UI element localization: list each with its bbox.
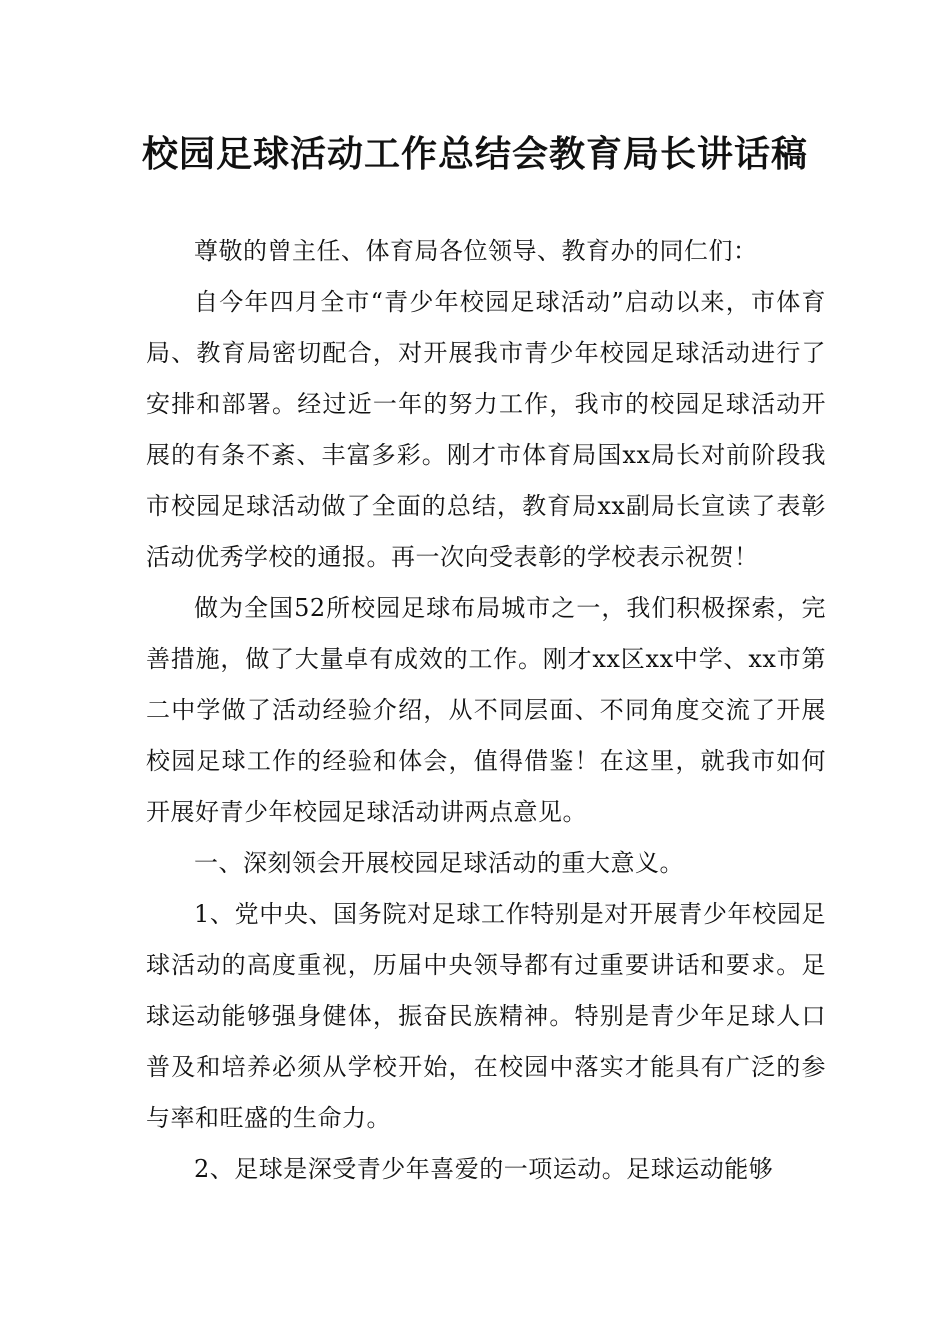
section-heading: 一、深刻领会开展校园足球活动的重大意义。 [194, 849, 684, 877]
progress-paragraph: 做为全国52所校园足球布局城市之一，我们积极探索，完善措施，做了大量卓有成效的工作。刚才xx区xx中学、xx市第二中学做了活动经验介绍，从不同层面、不同角度交流了开展校园足球工作的经验和体会，值得借鉴！在这里，就我市如何开展好青少年校园足球活动讲两点意见。 [146, 594, 826, 826]
document-title: 校园足球活动工作总结会教育局长讲话稿 [141, 133, 808, 175]
point-1-paragraph: 1、党中央、国务院对足球工作特别是对开展青少年校园足球活动的高度重视，历届中央领导都有过重要讲话和要求。足球运动能够强身健体，振奋民族精神。特别是青少年足球人口普及和培养必须从学校开始，在校园中落实才能具有广泛的参与率和旺盛的生命力。 [146, 900, 826, 1132]
point-2-paragraph: 2、足球是深受青少年喜爱的一项运动。足球运动能够 [194, 1155, 774, 1183]
intro-paragraph: 自今年四月全市“青少年校园足球活动”启动以来，市体育局、教育局密切配合，对开展我市青少年校园足球活动进行了安排和部署。经过近一年的努力工作，我市的校园足球活动开展的有条不紊、丰富多彩。刚才市体育局国xx局长对前阶段我市校园足球活动做了全面的总结，教育局xx副局长宣读了表彰活动优秀学校的通报。再一次向受表彰的学校表示祝贺！ [146, 288, 826, 571]
document-body [146, 226, 826, 1195]
salutation-paragraph: 尊敬的曾主任、体育局各位领导、教育办的同仁们： [194, 237, 758, 265]
